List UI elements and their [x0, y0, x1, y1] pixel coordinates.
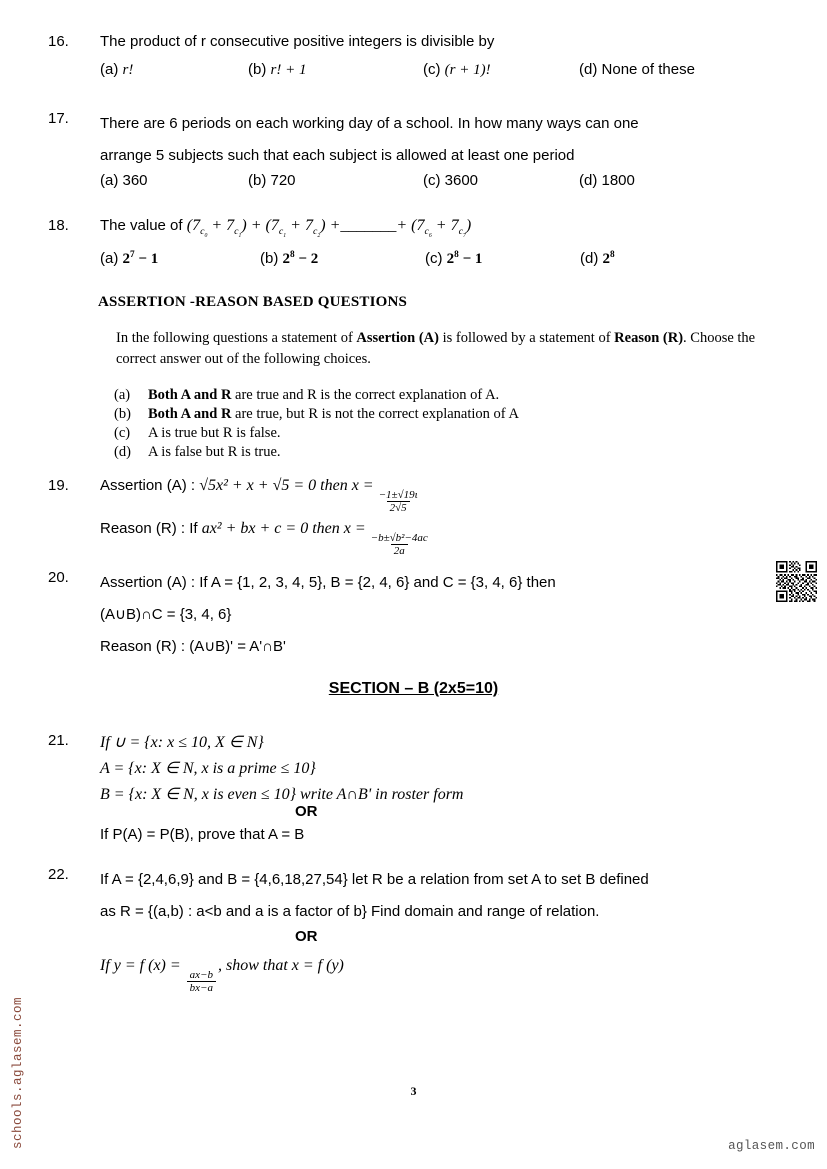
- assertion-choice-c-label: (c): [114, 425, 131, 441]
- intro-bold-reason: Reason (R): [614, 330, 684, 346]
- expr-plus-2: + 7: [286, 217, 313, 234]
- question-17-body: [100, 108, 639, 172]
- assertion-choice-c-text: A is true but R is false.: [148, 425, 281, 441]
- question-18-option-a: [100, 250, 260, 268]
- option-18-exp-d: 8: [610, 250, 615, 260]
- question-22-number: 22.: [48, 866, 69, 883]
- option-18-base-a: 2: [122, 251, 131, 267]
- expr-c-2: c: [234, 226, 239, 238]
- expr-open-1: (7: [186, 217, 201, 234]
- question-18-number: 18.: [48, 217, 69, 234]
- question-22-alt-prefix: If y = f (x) =: [100, 957, 185, 974]
- question-20-line-2: (A∪B)∩C = {3, 4, 6}: [100, 606, 232, 623]
- expr-sub-3: 1: [283, 233, 287, 240]
- question-18-stem: [100, 215, 472, 240]
- option-text-a: r!: [122, 62, 134, 78]
- expr-c-6: c: [458, 226, 463, 238]
- question-18-option-b: [260, 250, 425, 268]
- question-19-body: [100, 475, 423, 515]
- option-18-exp-a: 7: [130, 250, 135, 260]
- question-19-reason-denominator: 2a: [391, 544, 408, 558]
- option-18-label-a: (a): [100, 250, 119, 267]
- question-21-line-3: B = {x: X ∈ N, x is even ≤ 10} write A∩B' in roster form: [100, 786, 464, 803]
- page-number: 3: [410, 1084, 417, 1098]
- question-17-options: [100, 172, 635, 189]
- intro-bold-assertion: Assertion (A): [356, 330, 439, 346]
- expr-c-4: c: [312, 226, 318, 238]
- expr-sub-4: 2: [317, 233, 321, 240]
- question-19-number: [48, 475, 100, 496]
- option-label-d: (d): [579, 61, 598, 78]
- assertion-choice-b-text: [148, 405, 519, 424]
- expr-sub-6: 7: [462, 233, 466, 240]
- assertion-choice-d: [114, 443, 519, 462]
- question-17-stem-line-2: arrange 5 subjects such that each subject is allowed at least one period: [100, 147, 575, 164]
- question-16-option-b: [248, 61, 423, 79]
- question-18: [48, 215, 472, 240]
- option-label-c: (c): [423, 61, 441, 78]
- question-19-assertion-numerator: −1±√19ι: [378, 489, 418, 502]
- question-22-line-2: as R = {(a,b) : a<b and a is a factor of b} Find domain and range of relation.: [100, 903, 600, 920]
- assertion-choice-b: [114, 405, 519, 424]
- question-16-option-d: [579, 61, 695, 79]
- question-16-option-a: [100, 61, 248, 79]
- question-17-number: 17.: [48, 110, 69, 127]
- option-18-exp-b: 8: [290, 250, 295, 260]
- expr-sub-1: 0: [204, 233, 208, 240]
- assertion-reason-heading: ASSERTION -REASON BASED QUESTIONS: [98, 294, 408, 310]
- expr-plus-3: + 7: [431, 217, 459, 234]
- question-19-reason-math: ax² + bx + c = 0 then x =: [201, 520, 366, 537]
- question-19-reason-prefix: Reason (R) : If: [100, 520, 202, 537]
- question-19-assertion-fraction: [376, 489, 421, 515]
- option-18-label-d: (d): [580, 250, 599, 267]
- option-text-d: None of these: [601, 61, 695, 78]
- question-18-stem-prefix: The value of: [100, 217, 183, 234]
- question-19-reason-numerator: −b±√b²−4ac: [370, 532, 428, 545]
- option-18-text-d: [603, 251, 615, 267]
- option-18-exp-c: 8: [454, 250, 459, 260]
- question-19: [48, 475, 423, 515]
- question-19-assertion-prefix: Assertion (A) :: [100, 477, 200, 494]
- side-watermark: schools.aglasem.com: [11, 996, 25, 1149]
- assertion-choice-b-rest: are true, but R is not the correct explanation of A: [231, 406, 519, 422]
- assertion-choice-a-label: (a): [114, 387, 131, 403]
- expr-open-3: + (7: [396, 217, 425, 234]
- question-17-option-c: (c) 3600: [423, 172, 479, 189]
- option-18-tail-b: − 2: [294, 251, 319, 267]
- question-19-assertion-denominator: 2√5: [387, 501, 410, 515]
- option-text-b: r! + 1: [270, 62, 307, 78]
- question-19-reason: [100, 520, 433, 558]
- assertion-reason-intro: [116, 328, 756, 370]
- option-label-b: (b): [248, 61, 267, 78]
- option-18-label-c: (c): [425, 250, 443, 267]
- question-19-number-text: 19.: [48, 477, 69, 494]
- option-label-a: (a): [100, 61, 119, 78]
- question-16-number: 16.: [48, 33, 69, 50]
- option-text-c: (r + 1)!: [444, 62, 491, 78]
- question-17: [48, 108, 639, 172]
- question-21-alternative: If P(A) = P(B), prove that A = B: [100, 826, 305, 843]
- assertion-choice-b-label: (b): [114, 406, 131, 422]
- question-22-alt-denominator: bx−a: [187, 981, 216, 995]
- question-21-body: [100, 730, 463, 808]
- expr-c-5: c: [424, 226, 429, 238]
- question-16-option-c: [423, 61, 579, 79]
- question-20-body: [100, 567, 556, 663]
- expr-close-3: ): [465, 217, 472, 234]
- question-20-line-1: Assertion (A) : If A = {1, 2, 3, 4, 5}, B = {2, 4, 6} and C = {3, 4, 6} then: [100, 574, 556, 591]
- question-22-alternative: [100, 957, 344, 995]
- question-20: [48, 567, 556, 663]
- expr-c-1: c: [200, 226, 205, 238]
- section-b-title: SECTION – B (2x5=10): [328, 680, 499, 697]
- expr-close-1: ) + (7: [241, 217, 279, 234]
- expr-plus-1: + 7: [207, 217, 235, 234]
- option-18-text-a: [123, 251, 159, 267]
- assertion-choice-a-rest: are true and R is the correct explanation of A.: [231, 387, 500, 403]
- assertion-choice-a-bold: Both A and R: [148, 387, 232, 403]
- intro-part-3: . Choose the correct answer out of the following choices.: [116, 330, 756, 367]
- expr-sub-2: 1: [238, 233, 242, 240]
- option-18-label-b: (b): [260, 250, 279, 267]
- question-16: [48, 31, 494, 52]
- question-22-or-separator: OR: [295, 928, 318, 945]
- question-20-number: 20.: [48, 569, 69, 586]
- expr-dashes: _______: [340, 217, 397, 234]
- expr-c-3: c: [278, 226, 284, 238]
- option-18-text-c: [447, 251, 483, 267]
- assertion-choice-c: [114, 424, 519, 443]
- assertion-choice-a-text: [148, 386, 499, 405]
- question-17-option-d: (d) 1800: [579, 172, 635, 189]
- question-20-line-3: Reason (R) : (A∪B)' = A'∩B': [100, 638, 286, 655]
- question-21-line-1: If ∪ = {x: x ≤ 10, X ∈ N}: [100, 734, 264, 751]
- assertion-choice-a: [114, 386, 519, 405]
- question-21-line-2: A = {x: X ∈ N, x is a prime ≤ 10}: [100, 760, 316, 777]
- question-16-stem: The product of r consecutive positive integers is divisible by: [100, 33, 495, 50]
- option-18-tail-c: − 1: [458, 251, 483, 267]
- question-22-alt-fraction: [187, 969, 216, 995]
- question-22-line-1: If A = {2,4,6,9} and B = {4,6,18,27,54} let R be a relation from set A to set B defined: [100, 871, 649, 888]
- option-18-text-b: [283, 251, 319, 267]
- section-b-header: [0, 680, 827, 698]
- intro-part-2: is followed by a statement of: [438, 330, 615, 346]
- question-18-option-c: [425, 250, 580, 268]
- expr-close-2: ) +: [320, 217, 341, 234]
- question-21: [48, 730, 463, 808]
- question-17-stem-line-1: There are 6 periods on each working day of a school. In how many ways can one: [100, 115, 639, 132]
- question-22-body: [100, 864, 649, 928]
- question-18-option-d: [580, 250, 615, 268]
- question-22-alt-suffix: , show that x = f (y): [217, 957, 344, 974]
- assertion-reason-choices: [114, 386, 519, 462]
- assertion-choice-d-text: A is false but R is true.: [148, 444, 281, 460]
- question-19-assertion: [100, 475, 423, 515]
- question-18-expression: [186, 217, 472, 240]
- qr-code[interactable]: [776, 561, 817, 602]
- expr-sub-5: 6: [428, 233, 432, 240]
- question-17-option-a: (a) 360: [100, 172, 148, 189]
- question-18-body: [100, 215, 472, 240]
- question-22: [48, 864, 649, 928]
- intro-part-1: In the following questions a statement of: [116, 330, 357, 346]
- question-19-assertion-math: √5x² + x + √5 = 0 then x =: [199, 477, 374, 494]
- question-16-body: [100, 31, 494, 52]
- option-18-base-d: 2: [602, 251, 611, 267]
- option-18-base-c: 2: [446, 251, 455, 267]
- question-19-reason-fraction: [368, 532, 431, 558]
- question-21-or-separator: OR: [295, 803, 318, 820]
- question-17-option-b: (b) 720: [248, 172, 296, 189]
- assertion-choice-d-label: (d): [114, 444, 131, 460]
- question-16-options: [100, 61, 695, 79]
- assertion-choice-b-bold: Both A and R: [148, 406, 232, 422]
- option-18-tail-a: − 1: [134, 251, 159, 267]
- question-18-options: [100, 250, 615, 268]
- question-21-number: 21.: [48, 732, 69, 749]
- question-22-alt-numerator: ax−b: [189, 969, 213, 982]
- footer-watermark: aglasem.com: [728, 1139, 815, 1153]
- option-18-base-b: 2: [282, 251, 291, 267]
